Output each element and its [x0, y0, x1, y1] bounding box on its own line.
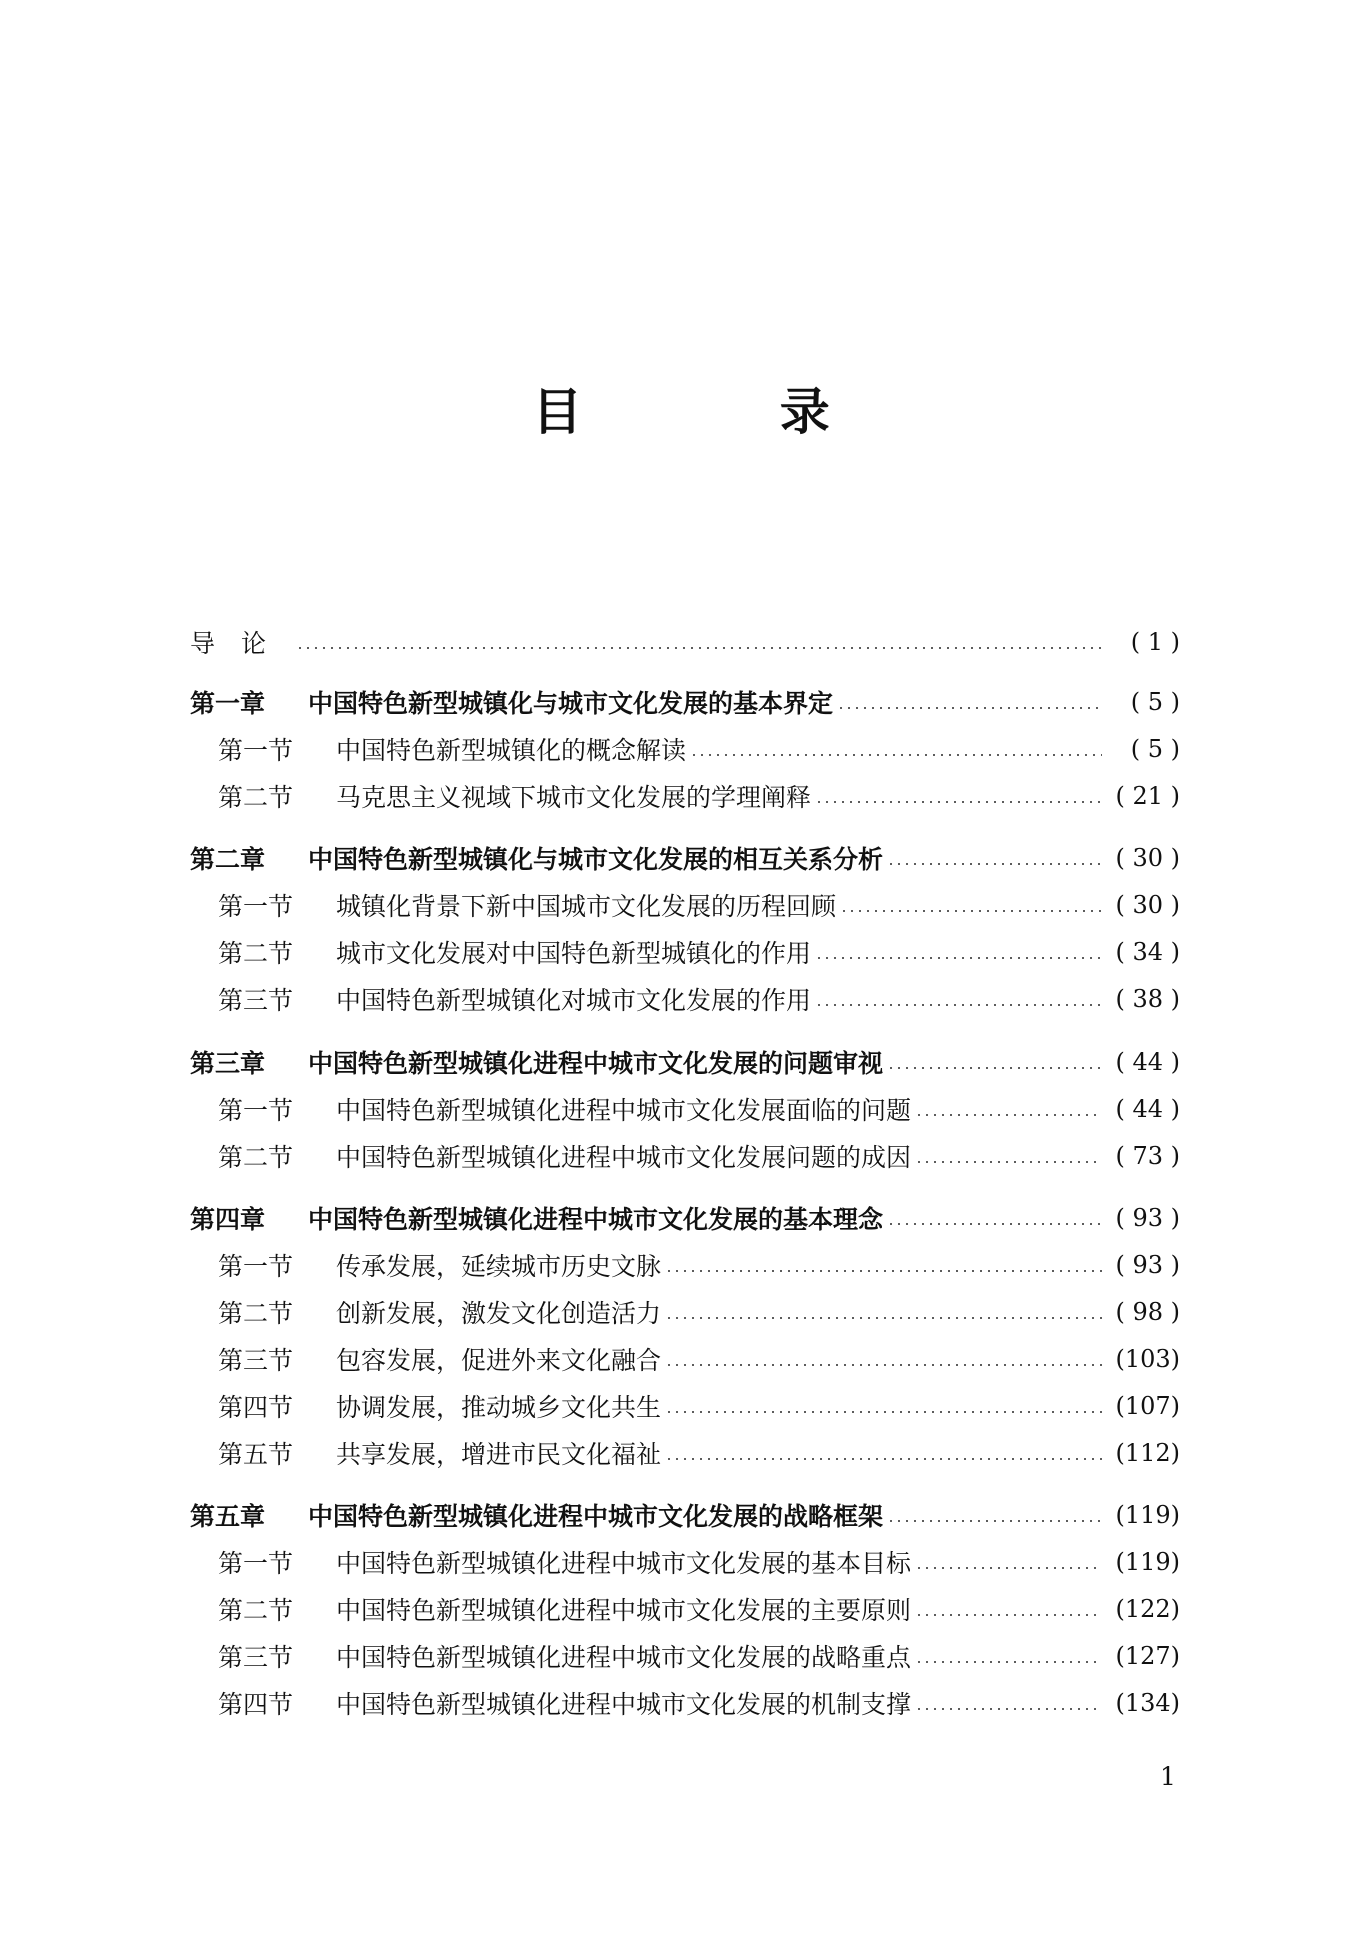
entry-title: 包容发展，促进外来文化融合: [336, 1346, 662, 1375]
toc-section-entry: [190, 1087, 1180, 1131]
entry-title: 创新发展，激发文化创造活力: [336, 1299, 662, 1328]
entry-page: (127): [1115, 1642, 1180, 1670]
toc-section-entry: [190, 774, 1180, 818]
toc-section-entry: [190, 1431, 1180, 1475]
entry-title: 中国特色新型城镇化进程中城市文化发展的主要原则: [336, 1596, 912, 1625]
entry-title: 中国特色新型城镇化进程中城市文化发展问题的成因: [336, 1143, 912, 1172]
entry-number: 第一节: [218, 1252, 294, 1281]
dot-leader: [665, 1364, 1102, 1366]
entry-number: 第一节: [218, 1096, 294, 1125]
entry-number: 第四节: [218, 1690, 294, 1719]
dot-leader: [296, 647, 1102, 649]
toc-section-entry: [190, 1540, 1180, 1584]
entry-page: ( 1 ): [1130, 628, 1180, 656]
entry-title: 中国特色新型城镇化的概念解读: [336, 736, 687, 765]
entry-number: 第四节: [218, 1393, 294, 1422]
toc-section-entry: [190, 1134, 1180, 1178]
entry-page: (134): [1115, 1689, 1180, 1717]
entry-page: ( 93 ): [1115, 1251, 1180, 1279]
entry-page: (112): [1115, 1439, 1180, 1467]
toc-section-entry: [190, 930, 1180, 974]
toc-chapter-entry: [190, 1040, 1180, 1084]
entry-page: ( 98 ): [1115, 1298, 1180, 1326]
dot-leader: [915, 1114, 1102, 1116]
entry-title: 中国特色新型城镇化与城市文化发展的基本界定: [308, 689, 834, 718]
entry-page: ( 93 ): [1115, 1204, 1180, 1232]
entry-title: 中国特色新型城镇化进程中城市文化发展面临的问题: [336, 1096, 912, 1125]
toc-chapter-entry: [190, 836, 1180, 880]
entry-page: ( 38 ): [1115, 985, 1180, 1013]
dot-leader: [665, 1317, 1102, 1319]
toc-section-entry: [190, 1384, 1180, 1428]
toc-section-entry: [190, 883, 1180, 927]
toc-section-entry: [190, 727, 1180, 771]
entry-page: ( 44 ): [1115, 1048, 1180, 1076]
entry-number: 第三节: [218, 986, 294, 1015]
toc-chapter-entry: [190, 680, 1180, 724]
dot-leader: [665, 1458, 1102, 1460]
entry-page: ( 73 ): [1115, 1142, 1180, 1170]
toc-section-entry: [190, 1243, 1180, 1287]
entry-number: 导论: [190, 629, 293, 658]
dot-leader: [887, 1520, 1102, 1522]
entry-number: 第三节: [218, 1346, 294, 1375]
entry-number: 第一节: [218, 1549, 294, 1578]
entry-number: 第二节: [218, 1596, 294, 1625]
entry-number: 第一章: [190, 689, 266, 718]
entry-page: ( 34 ): [1115, 938, 1180, 966]
dot-leader: [915, 1161, 1102, 1163]
dot-leader: [915, 1708, 1102, 1710]
entry-page: (122): [1115, 1595, 1180, 1623]
entry-title: 中国特色新型城镇化进程中城市文化发展的机制支撑: [336, 1690, 912, 1719]
dot-leader: [665, 1411, 1102, 1413]
dot-leader: [837, 707, 1102, 709]
dot-leader: [915, 1661, 1102, 1663]
toc-section-entry: [190, 1681, 1180, 1725]
dot-leader: [887, 1067, 1102, 1069]
entry-page: ( 5 ): [1130, 688, 1180, 716]
dot-leader: [887, 1223, 1102, 1225]
toc-section-entry: [190, 977, 1180, 1021]
entry-number: 第三章: [190, 1049, 266, 1078]
entry-number: 第二节: [218, 1143, 294, 1172]
entry-number: 第五节: [218, 1440, 294, 1469]
entry-page: (107): [1115, 1392, 1180, 1420]
entry-title: 传承发展，延续城市历史文脉: [336, 1252, 662, 1281]
dot-leader: [915, 1614, 1102, 1616]
entry-number: 第二章: [190, 845, 266, 874]
dot-leader: [815, 1004, 1102, 1006]
entry-title: 马克思主义视域下城市文化发展的学理阐释: [336, 783, 812, 812]
entry-number: 第五章: [190, 1502, 266, 1531]
entry-page: ( 5 ): [1130, 735, 1180, 763]
entry-number: 第三节: [218, 1643, 294, 1672]
toc-section-entry: [190, 1587, 1180, 1631]
entry-title: 城市文化发展对中国特色新型城镇化的作用: [336, 939, 812, 968]
entry-title: 中国特色新型城镇化与城市文化发展的相互关系分析: [308, 845, 884, 874]
toc-section-entry: [190, 1290, 1180, 1334]
page-title: 目 录: [532, 383, 920, 441]
entry-title: 中国特色新型城镇化对城市文化发展的作用: [336, 986, 812, 1015]
dot-leader: [665, 1270, 1102, 1272]
entry-page: ( 21 ): [1115, 782, 1180, 810]
dot-leader: [690, 754, 1102, 756]
entry-title: 协调发展，推动城乡文化共生: [336, 1393, 662, 1422]
entry-number: 第一节: [218, 892, 294, 921]
entry-title: 共享发展，增进市民文化福祉: [336, 1440, 662, 1469]
entry-page: (119): [1115, 1501, 1180, 1529]
dot-leader: [915, 1567, 1102, 1569]
entry-title: 中国特色新型城镇化进程中城市文化发展的基本理念: [308, 1205, 884, 1234]
entry-page: (103): [1115, 1345, 1180, 1373]
entry-number: 第二节: [218, 939, 294, 968]
entry-number: 第一节: [218, 736, 294, 765]
entry-page: ( 30 ): [1115, 844, 1180, 872]
entry-page: ( 44 ): [1115, 1095, 1180, 1123]
entry-title: 中国特色新型城镇化进程中城市文化发展的战略重点: [336, 1643, 912, 1672]
page-number: 1: [1160, 1762, 1176, 1791]
dot-leader: [815, 957, 1102, 959]
entry-number: 第二节: [218, 783, 294, 812]
toc-section-entry: [190, 1337, 1180, 1381]
toc-intro-entry: [190, 620, 1180, 664]
entry-title: 中国特色新型城镇化进程中城市文化发展的基本目标: [336, 1549, 912, 1578]
dot-leader: [840, 910, 1102, 912]
entry-page: (119): [1115, 1548, 1180, 1576]
entry-title: 中国特色新型城镇化进程中城市文化发展的问题审视: [308, 1049, 884, 1078]
entry-number: 第二节: [218, 1299, 294, 1328]
entry-number: 第四章: [190, 1205, 266, 1234]
toc-chapter-entry: [190, 1493, 1180, 1537]
dot-leader: [815, 801, 1102, 803]
dot-leader: [887, 863, 1102, 865]
toc-section-entry: [190, 1634, 1180, 1678]
entry-page: ( 30 ): [1115, 891, 1180, 919]
entry-title: 中国特色新型城镇化进程中城市文化发展的战略框架: [308, 1502, 884, 1531]
entry-title: 城镇化背景下新中国城市文化发展的历程回顾: [336, 892, 837, 921]
toc-chapter-entry: [190, 1196, 1180, 1240]
